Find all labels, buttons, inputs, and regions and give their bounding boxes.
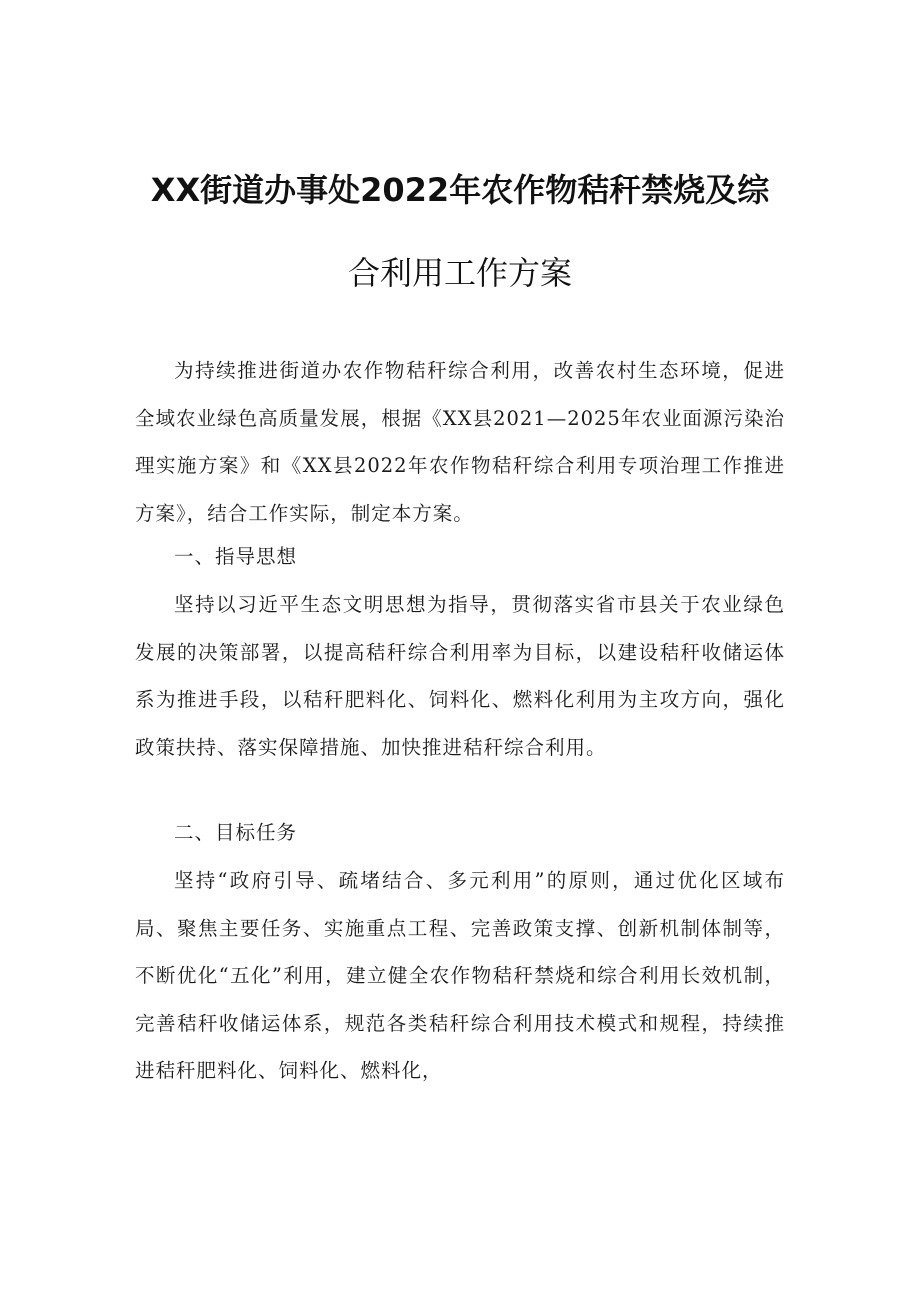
section-paragraph-objectives: 坚持“政府引导、疏堵结合、多元利用”的原则，通过优化区域布局、聚焦主要任务、实施重点工程、完善政策支撑、创新机制体制等，不断优化“五化”利用，建立健全农作物秸秆禁烧和综合利用长效机制，完善秸秆收储运体系，规范各类秸秆综合利用技术模式和规程，持续推进秸秆肥料化、饲料化、燃料化， [135, 869, 785, 1082]
section-heading-objectives: 二、目标任务 [174, 821, 298, 844]
document-title-line-1: XX街道办事处2022年农作物秸秆禁烧及综 [150, 171, 770, 209]
section-heading-guiding-ideology: 一、指导思想 [174, 545, 298, 568]
section-paragraph-guiding-ideology: 坚持以习近平生态文明思想为指导，贯彻落实省市县关于农业绿色发展的决策部署，以提高秸秆综合利用率为目标，以建设秸秆收储运体系为推进手段，以秸秆肥料化、饲料化、燃料化利用为主攻方向，强化政策扶持、落实保障措施、加快推进秸秆综合利用。 [135, 593, 785, 759]
intro-paragraph: 为持续推进街道办农作物秸秆综合利用，改善农村生态环境，促进全域农业绿色高质量发展，根据《XX县2021—2025年农业面源污染治理实施方案》和《XX县2022年农作物秸秆综合利用专项治理工作推进方案》，结合工作实际，制定本方案。 [135, 359, 785, 525]
document-title-line-2: 合利用工作方案 [347, 254, 572, 292]
